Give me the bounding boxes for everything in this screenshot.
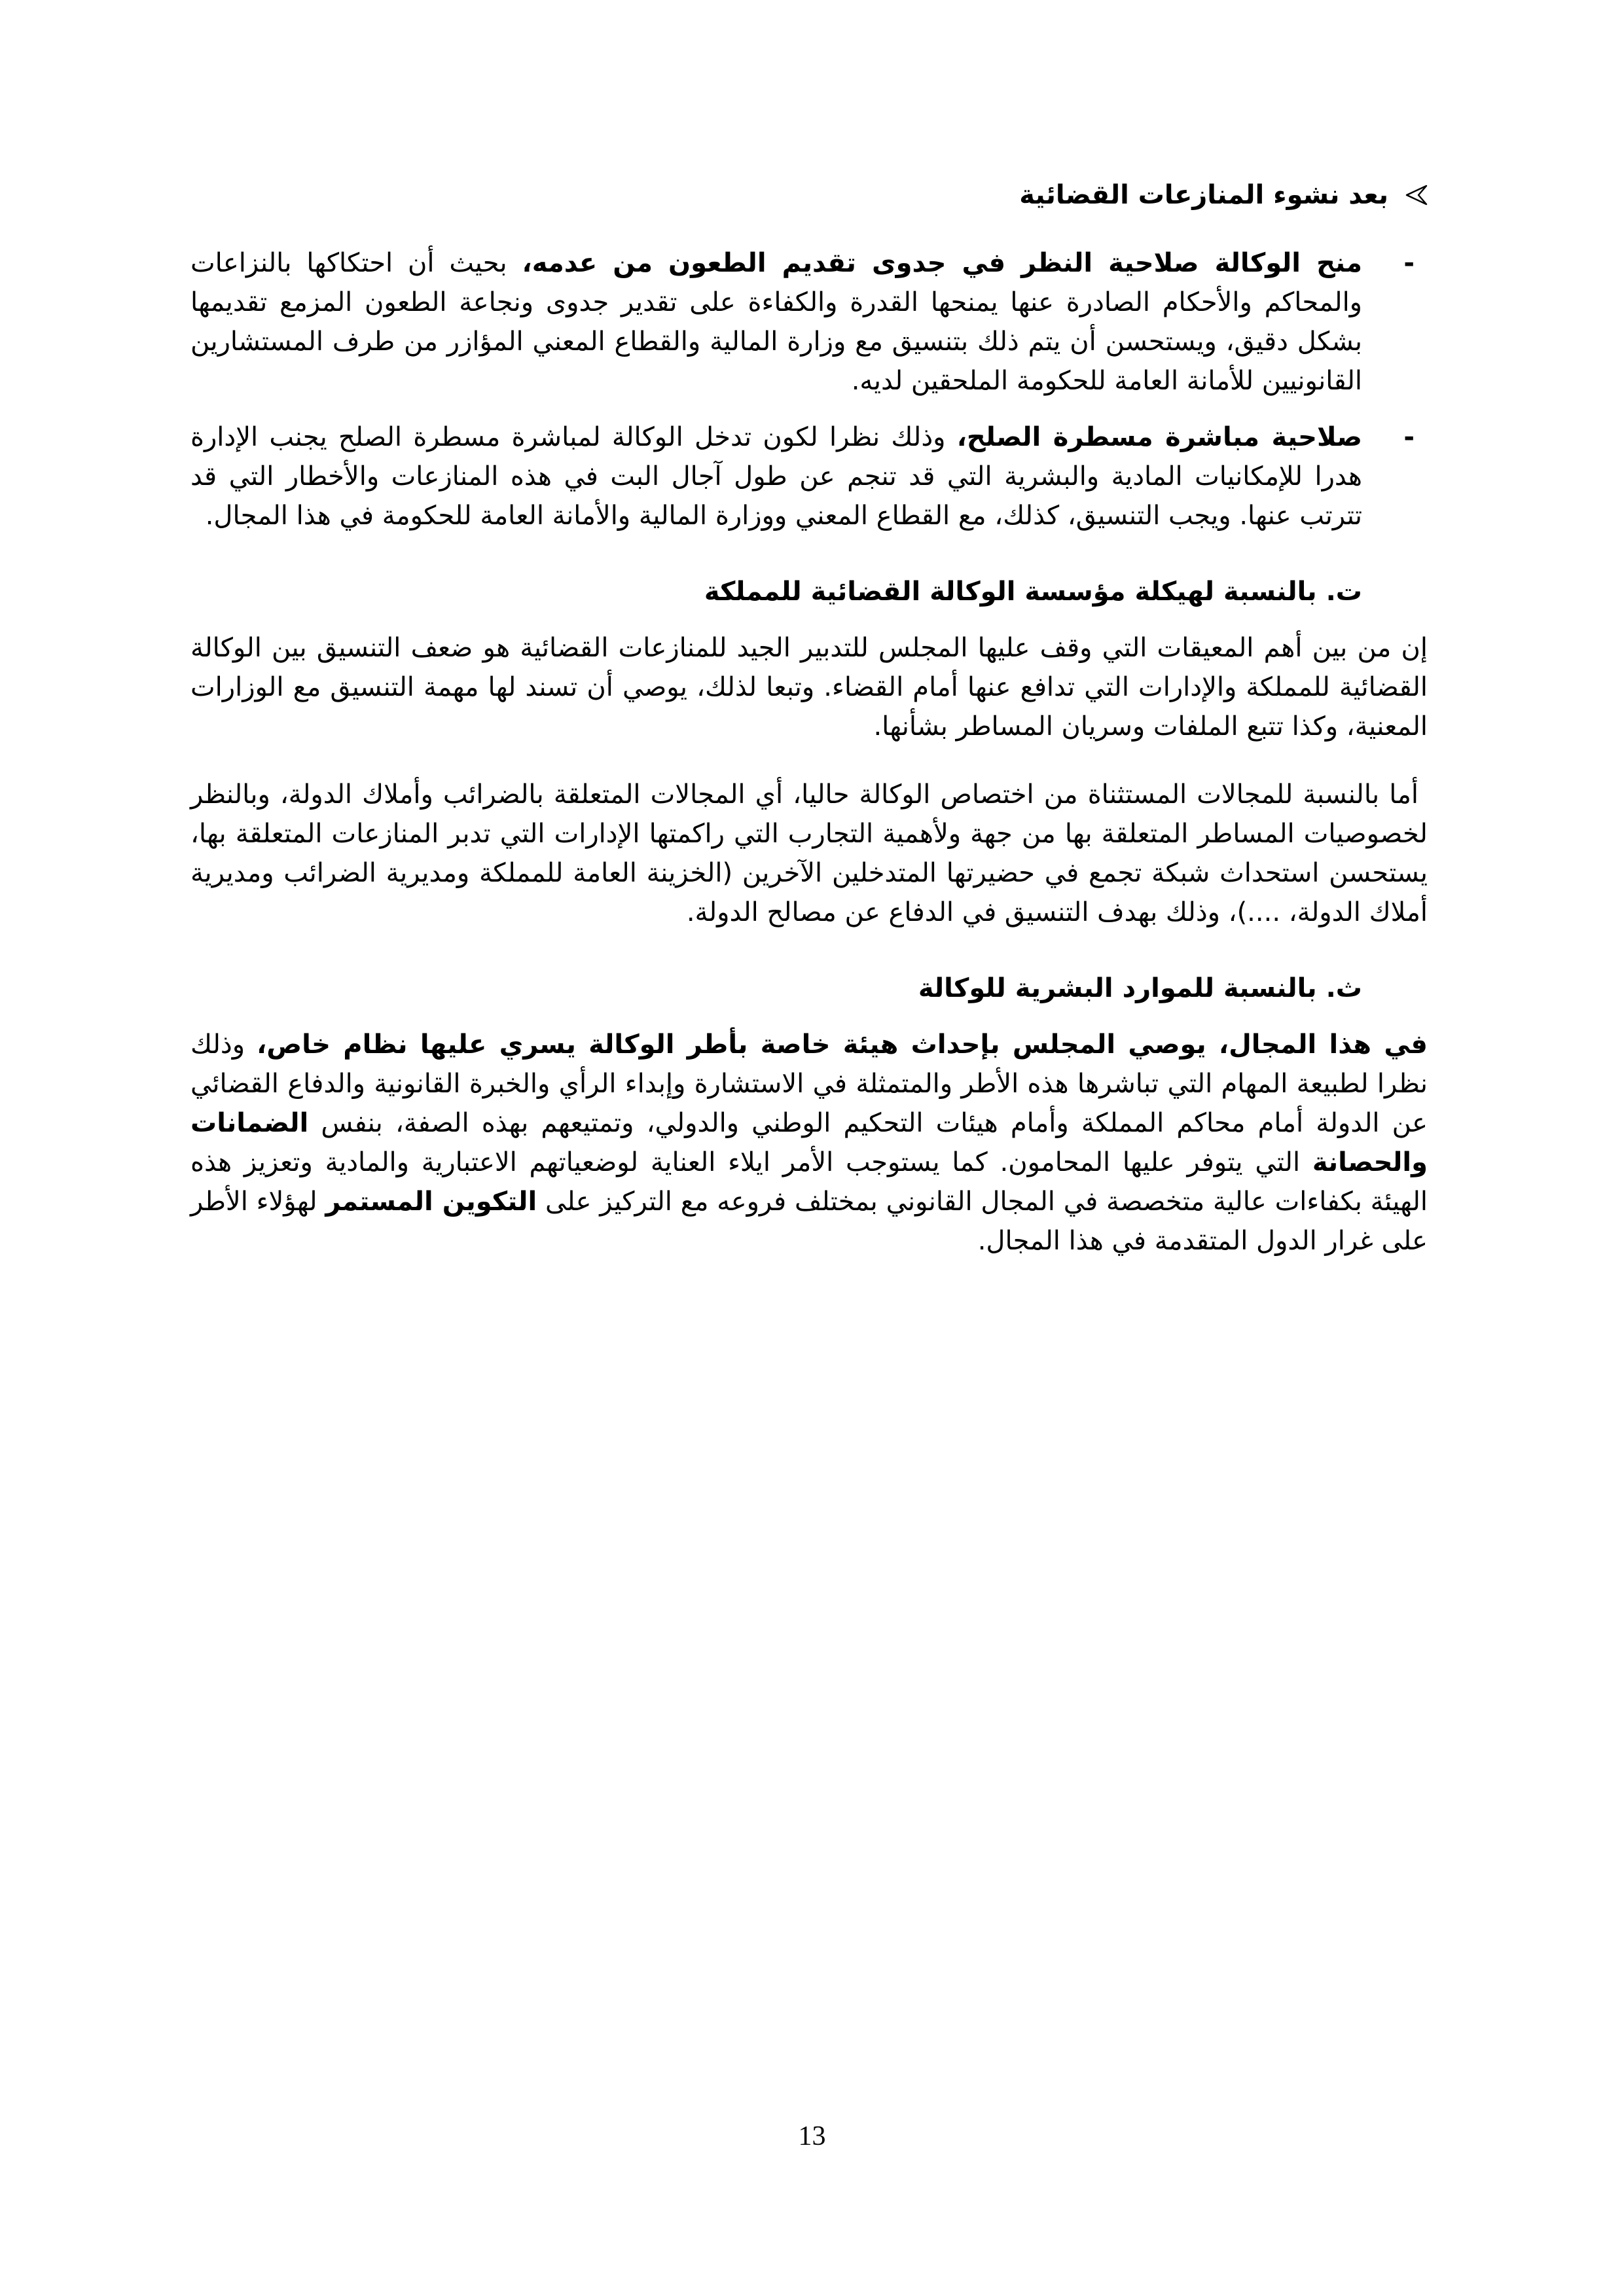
recommendation-list (190, 243, 1428, 535)
hr-text-2: التي يتوفر عليها المحامون. كما يستوجب الأمر ايلاء العناية لوضعياتهم الاعتبارية والمادية وتعزيز هذه الهيئة بكفاءات عالية متخصصة في المجال القانوني بمختلف فروعه مع التركيز على (190, 1147, 1428, 1217)
bullet-bold-lead: صلاحية مباشرة مسطرة الصلح، (956, 422, 1362, 452)
paragraph-coordination: إن من بين أهم المعيقات التي وقف عليها المجلس للتدبير الجيد للمنازعات القضائية هو ضعف التنسيق بين الوكالة القضائية للمملكة والإدارات التي تدافع عنها أمام القضاء. وتبعا لذلك، يوصي أن تسند لها مهمة التنسيق مع الوزارات المعنية، وكذا تتبع الملفات وسريان المساطر بشأنها. (190, 633, 1428, 742)
bullet-marker: - (1403, 248, 1415, 278)
bullet-marker: - (1403, 422, 1415, 452)
paragraph-human-resources (190, 1025, 1428, 1261)
page-number: 13 (798, 2121, 826, 2151)
hr-bold-guarantees: الضمانات والحصانة (190, 1108, 1428, 1177)
bullet-text: وذلك نظرا لكون تدخل الوكالة لمباشرة مسطرة الصلح يجنب الإدارة هدرا للإمكانيات المادية والبشرية التي قد تنجم عن طول آجال البت في هذه المنازعات والأخطار التي قد تترتب عنها. ويجب التنسيق، كذلك، مع القطاع المعني ووزارة المالية والأمانة العامة للحكومة في هذا المجال. (190, 422, 1362, 531)
section-heading-agency-structure: ت. بالنسبة لهيكلة مؤسسة الوكالة القضائية للمملكة (704, 577, 1362, 607)
bullet-bold-lead: منح الوكالة صلاحية النظر في جدوى تقديم الطعون من عدمه، (522, 248, 1362, 278)
hr-text-1: وذلك نظرا لطبيعة المهام التي تباشرها هذه الأطر والمتمثلة في الاستشارة وإبداء الرأي والخبرة القانونية والدفاع القضائي عن الدولة أمام محاكم المملكة وأمام هيئات التحكيم الوطني والدولي، وتمتيعهم بهذه الصفة، بنفس (190, 1030, 1428, 1138)
paragraph-excluded-fields: أما بالنسبة للمجالات المستثناة من اختصاص الوكالة حاليا، أي المجالات المتعلقة بالضرائب وأملاك الدولة، وبالنظر لخصوصيات المساطر المتعلقة بها من جهة ولأهمية التجارب التي راكمتها الإدارات التي تدبر المنازعات المتعلقة بها، يستحسن استحداث شبكة تجمع في حضيرتها المتدخلين الآخرين (الخزينة العامة للمملكة ومديرية الضرائب ومديرية أملاك الدولة، ....)، وذلك بهدف التنسيق في الدفاع عن مصالح الدولة. (190, 780, 1428, 927)
list-item (190, 418, 1428, 535)
hr-bold-lead: في هذا المجال، يوصي المجلس بإحداث هيئة خاصة بأطر الوكالة يسري عليها نظام خاص، (257, 1030, 1428, 1060)
bullet-text: بحيث أن احتكاكها بالنزاعات والمحاكم والأحكام الصادرة عنها يمنحها القدرة والكفاءة على تقدير جدوى ونجاعة الطعون المزمع تقديمها بشكل دقيق، ويستحسن أن يتم ذلك بتنسيق مع وزارة المالية والقطاع المعني المؤازر من طرف المستشارين القانونيين للأمانة العامة للحكومة الملحقين لديه. (190, 248, 1362, 396)
hr-text-3: لهؤلاء الأطر على غرار الدول المتقدمة في هذا المجال. (190, 1187, 1428, 1256)
section-heading-text: بعد نشوء المنازعات القضائية (1019, 180, 1388, 210)
section-heading-after-disputes (190, 175, 1428, 215)
hr-bold-training: التكوين المستمر (325, 1187, 537, 1217)
arrowhead-icon (1405, 184, 1428, 206)
document-page (190, 175, 1428, 1289)
section-heading-human-resources: ث. بالنسبة للموارد البشرية للوكالة (918, 973, 1362, 1003)
list-item (190, 243, 1428, 401)
